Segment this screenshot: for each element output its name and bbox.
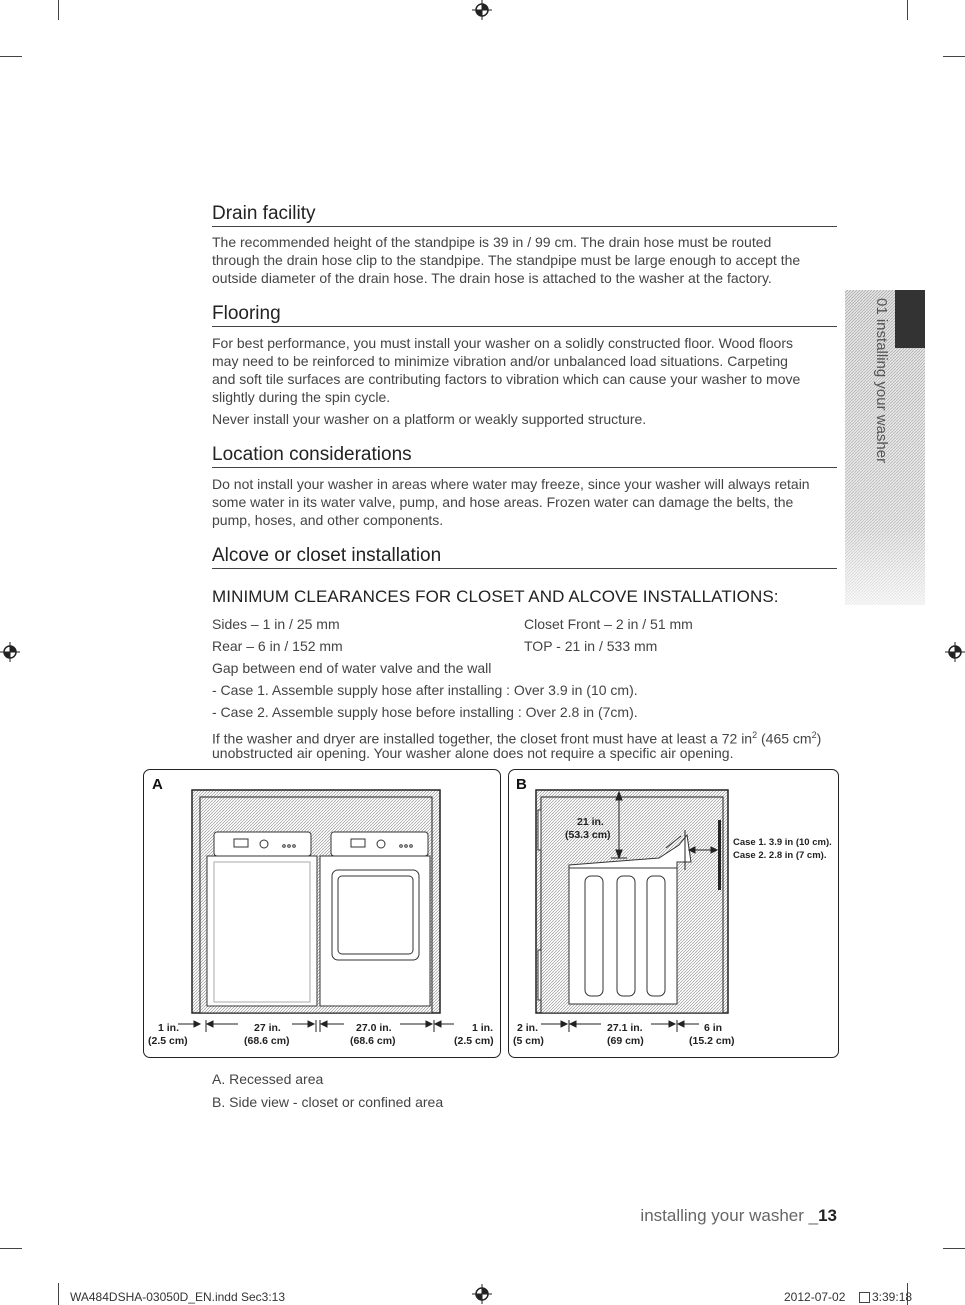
figure-a-recessed-area: [143, 769, 501, 1058]
crop-mark: [0, 1248, 22, 1249]
text-line: slightly during the spin cycle.: [212, 389, 391, 405]
superscript: 2: [752, 730, 758, 740]
dim-label: (53.3 cm): [565, 829, 611, 841]
dim-label: (15.2 cm): [689, 1035, 735, 1047]
section-title-alcove: Alcove or closet installation: [212, 545, 837, 569]
superscript: 2: [811, 730, 817, 740]
crop-mark: [907, 0, 908, 20]
registration-mark-icon: [472, 0, 492, 20]
airflow-note-line-2: unobstructed air opening. Your washer alone does not require a specific air opening.: [212, 745, 734, 761]
crop-mark: [58, 1283, 59, 1305]
crop-mark: [58, 0, 59, 20]
caption-a: A. Recessed area: [212, 1071, 324, 1087]
case-label: Case 2. 2.8 in (7 cm).: [733, 850, 827, 861]
slug-date: 2012-07-02: [784, 1290, 846, 1304]
dim-label: 21 in.: [577, 816, 604, 828]
figure-letter-b: B: [516, 776, 527, 793]
registration-mark-icon: [472, 1284, 492, 1304]
clearance-gap: Gap between end of water valve and the wall: [212, 660, 492, 676]
text-line: pump, hoses, and other components.: [212, 512, 444, 528]
page-number: 13: [818, 1206, 837, 1225]
flooring-text: [212, 334, 837, 406]
flooring-note: Never install your washer on a platform or weakly supported structure.: [212, 411, 647, 427]
registration-mark-icon: [0, 642, 20, 662]
text-line: through the drain hose clip to the standpipe. The standpipe must be large enough to accept the: [212, 252, 801, 268]
clearance-case-2: - Case 2. Assemble supply hose before installing : Over 2.8 in (7cm).: [212, 704, 638, 720]
dim-label: (2.5 cm): [148, 1035, 188, 1047]
dim-label: (5 cm): [513, 1035, 544, 1047]
airflow-text: ): [816, 730, 822, 747]
text-line: The recommended height of the standpipe is 39 in / 99 cm. The drain hose must be routed: [212, 234, 772, 250]
drain-text: [212, 233, 837, 287]
dim-label: (2.5 cm): [454, 1035, 494, 1047]
dim-label: 2 in.: [517, 1022, 539, 1034]
footer-chapter: installing your washer _: [640, 1206, 819, 1225]
dim-label: 6 in: [704, 1022, 723, 1034]
text-line: may need to be reinforced to minimize vibration and/or unbalanced load situations. Carpeting: [212, 353, 788, 369]
crop-mark: [943, 56, 965, 57]
clearance-sides: Sides – 1 in / 25 mm: [212, 616, 340, 632]
closet-side-view-illustration: [509, 770, 838, 1057]
section-title-location: Location considerations: [212, 444, 837, 468]
dim-label: (68.6 cm): [350, 1035, 396, 1047]
section-title-drain: Drain facility: [212, 203, 837, 227]
dim-label: 27.1 in.: [607, 1022, 643, 1034]
case-label: Case 1. 3.9 in (10 cm).: [733, 837, 832, 848]
location-text: [212, 475, 837, 529]
dim-label: (68.6 cm): [244, 1035, 290, 1047]
slug-time: 3:39:18: [872, 1290, 913, 1304]
crop-mark: [0, 56, 22, 57]
chapter-side-tab: [845, 290, 925, 605]
section-title-flooring: Flooring: [212, 303, 837, 327]
text-line: and soft tile surfaces are contributing factors to vibration which can cause your washer to move: [212, 371, 801, 387]
text-line: outside diameter of the drain hose. The drain hose is attached to the washer at the factory.: [212, 270, 772, 286]
text-line: For best performance, you must install your washer on a solidly constructed floor. Wood floors: [212, 335, 794, 351]
clearance-case-1: - Case 1. Assemble supply hose after installing : Over 3.9 in (10 cm).: [212, 682, 638, 698]
registration-mark-icon: [945, 642, 965, 662]
crop-mark: [943, 1248, 965, 1249]
airflow-text: If the washer and dryer are installed together, the closet front must have at least a 72 in: [212, 730, 753, 747]
clearance-top: TOP - 21 in / 533 mm: [524, 638, 658, 654]
text-line: Do not install your washer in areas where water may freeze, since your washer will always retain: [212, 476, 810, 492]
washer-dryer-alcove-illustration: [144, 770, 500, 1057]
dim-label: 27 in.: [254, 1022, 281, 1034]
side-tab-label: 01 installing your washer: [873, 298, 890, 464]
airflow-text: (465 cm: [757, 730, 812, 747]
slug-file: WA484DSHA-03050D_EN.indd Sec3:13: [70, 1290, 286, 1304]
figure-b-side-view: [508, 769, 839, 1058]
figure-letter-a: A: [152, 776, 163, 793]
clearance-rear: Rear – 6 in / 152 mm: [212, 638, 343, 654]
caption-b: B. Side view - closet or confined area: [212, 1094, 444, 1110]
dim-label: 27.0 in.: [356, 1022, 392, 1034]
dim-label: 1 in.: [158, 1022, 180, 1034]
clearances-heading: MINIMUM CLEARANCES FOR CLOSET AND ALCOVE INSTALLATIONS:: [212, 587, 779, 606]
dim-label: (69 cm): [607, 1035, 644, 1047]
dim-label: 1 in.: [472, 1022, 494, 1034]
clearance-closet-front: Closet Front – 2 in / 51 mm: [524, 616, 693, 632]
clock-icon: [859, 1292, 870, 1303]
page-footer-title: [640, 1206, 837, 1226]
text-line: some water in its water valve, pump, and hose areas. Frozen water can damage the belts, the: [212, 494, 794, 510]
